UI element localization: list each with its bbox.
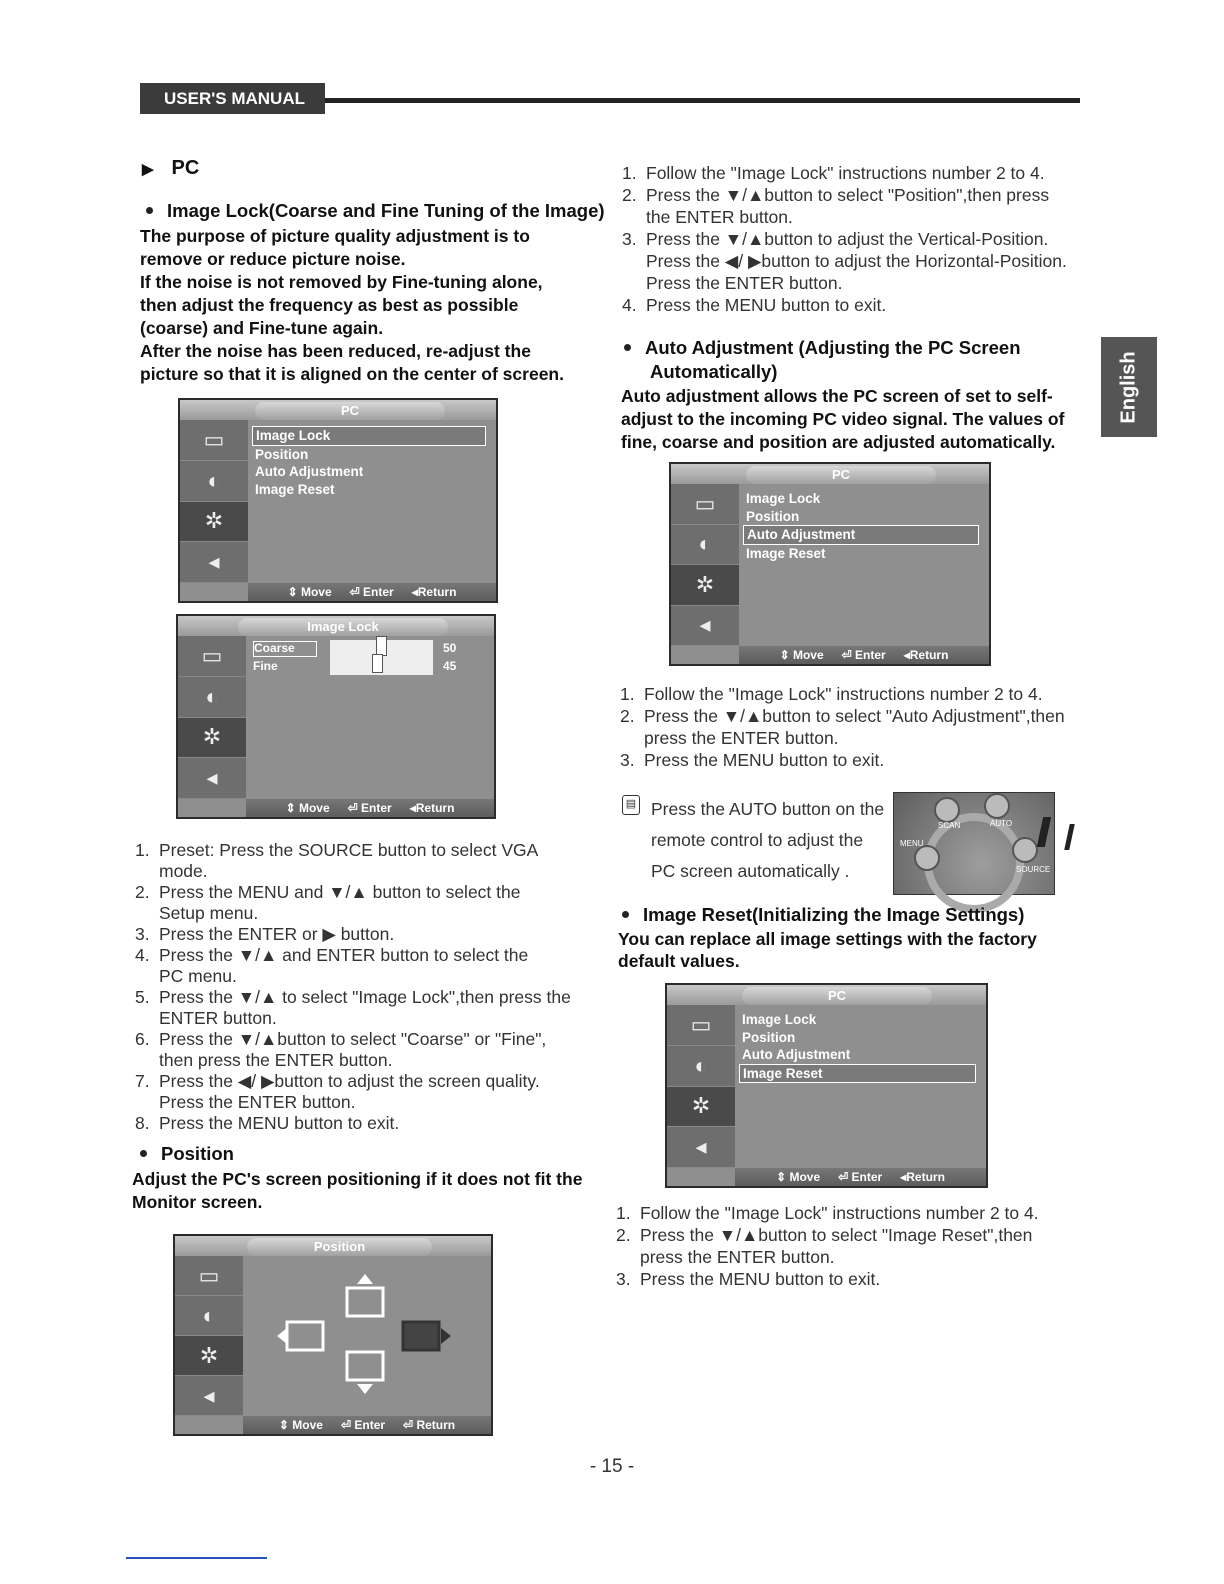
osd-enter: ⏎ Enter xyxy=(838,1170,883,1184)
osd-move: ⇕ Move xyxy=(285,801,330,815)
bullet-icon xyxy=(624,344,631,351)
page-number: - 15 - xyxy=(589,1456,635,1477)
osd-move: ⇕ Move xyxy=(287,585,332,599)
setup-gear-icon: ✲ xyxy=(671,565,739,606)
remote-button-icon xyxy=(984,793,1010,819)
remote-button-icon xyxy=(934,797,960,823)
osd-item: Position xyxy=(742,1029,796,1045)
input-icon: ◂ xyxy=(175,1376,243,1416)
osd-item: Image Lock xyxy=(252,426,486,446)
step: 8. Press the MENU button to exit. xyxy=(135,1113,400,1133)
osd-enter: ⏎ Enter xyxy=(349,585,394,599)
section-pc xyxy=(142,156,199,182)
body-line: fine, coarse and position are adjusted automatically. xyxy=(621,432,1056,452)
osd-item: Image Reset xyxy=(739,1064,976,1084)
auto-note xyxy=(651,794,884,887)
input-icon: ◂ xyxy=(180,542,248,583)
osd-return: ⏎ Return xyxy=(403,1418,456,1432)
sound-icon: ◐ xyxy=(178,677,246,718)
step: 7. Press the ◀/ ▶button to adjust the screen quality. Press the ENTER button. xyxy=(135,1071,540,1112)
image-reset-steps xyxy=(616,1202,1086,1290)
body-line: The purpose of picture quality adjustment is to xyxy=(140,226,530,246)
step: 2. Press the ▼/▲button to select "Image Reset",then press the ENTER button. xyxy=(616,1225,1033,1267)
image-reset-body xyxy=(618,928,1037,972)
osd-move: ⇕ Move xyxy=(779,648,824,662)
language-label: English xyxy=(1117,350,1140,424)
step: 1. Follow the "Image Lock" instructions number 2 to 4. xyxy=(620,684,1043,704)
image-lock-steps xyxy=(135,840,595,1134)
auto-adjustment-body xyxy=(621,385,1064,454)
note-icon: ▤ xyxy=(622,795,640,815)
fine-label: Fine xyxy=(253,658,278,673)
position-heading-text: Position xyxy=(161,1143,234,1164)
auto-adjustment-heading xyxy=(624,336,1021,384)
step: 3. Press the MENU button to exit. xyxy=(620,750,885,770)
header-rule xyxy=(325,98,1080,103)
coarse-slider xyxy=(327,640,456,658)
step: 3. Press the MENU button to exit. xyxy=(616,1269,881,1289)
body-line: If the noise is not removed by Fine-tuning alone, xyxy=(140,272,543,292)
osd-item: Position xyxy=(255,446,309,462)
osd-title: Position xyxy=(247,1238,432,1256)
step: 1. Preset: Press the SOURCE button to select VGA mode. xyxy=(135,840,539,881)
sound-icon: ◐ xyxy=(175,1296,243,1336)
remote-source-label: SOURCE xyxy=(1016,865,1051,874)
remote-control-image xyxy=(893,792,1055,895)
picture-icon: ▭ xyxy=(180,420,248,461)
remote-scan-label: SCAN xyxy=(938,821,961,830)
position-heading xyxy=(140,1142,234,1166)
manual-header-tab: USER'S MANUAL xyxy=(140,83,325,114)
sound-icon: ◐ xyxy=(180,461,248,502)
picture-icon: ▭ xyxy=(175,1256,243,1296)
sound-icon: ◐ xyxy=(667,1046,735,1087)
osd-return: ◂Return xyxy=(900,1170,945,1184)
osd-item: Position xyxy=(746,508,800,524)
input-icon: ◂ xyxy=(671,606,739,647)
step: 1. Follow the "Image Lock" instructions number 2 to 4. xyxy=(622,163,1045,183)
osd-auto-adjustment xyxy=(669,462,991,666)
picture-icon: ▭ xyxy=(178,636,246,677)
note-line: Press the AUTO button on the xyxy=(651,799,885,819)
auto-heading-line: Auto Adjustment (Adjusting the PC Screen xyxy=(645,337,1021,358)
remote-source-button-icon xyxy=(1012,837,1038,863)
osd-return: ◂Return xyxy=(903,648,949,662)
position-arrows-graphic xyxy=(275,1266,475,1416)
footer-rule xyxy=(126,1557,267,1559)
osd-nav-bar xyxy=(248,583,496,601)
osd-image-reset xyxy=(665,983,988,1188)
body-line: remove or reduce picture noise. xyxy=(140,249,406,269)
body-line: picture so that it is aligned on the center of screen. xyxy=(140,364,564,384)
osd-image-lock xyxy=(176,614,496,819)
osd-item: Image Lock xyxy=(742,1012,817,1027)
image-reset-heading-text: Image Reset(Initializing the Image Settings) xyxy=(643,904,1025,925)
osd-enter: ⏎ Enter xyxy=(841,648,886,662)
body-line: (coarse) and Fine-tune again. xyxy=(140,318,384,338)
bullet-icon xyxy=(146,207,153,214)
osd-move: ⇕ Move xyxy=(776,1170,821,1184)
osd-move: ⇕ Move xyxy=(278,1418,323,1432)
body-line: Monitor screen. xyxy=(132,1192,263,1212)
bullet-icon xyxy=(140,1150,147,1157)
step: 3. Press the ▼/▲button to adjust the Vertical-Position. Press the ◀/ ▶button to adjust the Horizontal-Position. Press the ENTER button. xyxy=(622,229,1067,293)
image-lock-heading-text: Image Lock(Coarse and Fine Tuning of the Image) xyxy=(167,200,605,221)
image-lock-heading xyxy=(146,199,605,223)
step: 4. Press the MENU button to exit. xyxy=(622,295,887,315)
body-line: default values. xyxy=(618,951,740,971)
osd-return: ◂Return xyxy=(409,801,455,815)
setup-gear-icon: ✲ xyxy=(667,1087,735,1128)
bullet-icon xyxy=(622,911,629,918)
coarse-label: Coarse xyxy=(253,641,317,657)
osd-enter: ⏎ Enter xyxy=(340,1418,386,1432)
body-line: After the noise has been reduced, re-adjust the xyxy=(140,341,531,361)
position-body xyxy=(132,1168,582,1214)
osd-return: ◂Return xyxy=(411,585,457,599)
osd-item: Auto Adjustment xyxy=(255,464,364,479)
step: 2. Press the ▼/▲button to select "Position",then press the ENTER button. xyxy=(622,185,1050,227)
sound-icon: ◐ xyxy=(671,525,739,566)
picture-icon: ▭ xyxy=(671,484,739,525)
language-tab xyxy=(1101,337,1157,437)
osd-nav-bar xyxy=(735,1168,986,1186)
step: 6. Press the ▼/▲button to select "Coarse" or "Fine", then press the ENTER button. xyxy=(135,1029,547,1070)
note-line: PC screen automatically . xyxy=(651,861,850,881)
input-icon: ◂ xyxy=(178,758,246,799)
osd-position xyxy=(173,1234,493,1436)
osd-nav-bar xyxy=(246,799,494,817)
body-line: You can replace all image settings with the factory xyxy=(618,929,1037,949)
osd-item: Image Reset xyxy=(746,545,826,561)
fine-row xyxy=(250,658,484,676)
step: 4. Press the ▼/▲ and ENTER button to select the PC menu. xyxy=(135,945,529,986)
auto-heading-line: Automatically) xyxy=(650,361,778,382)
step: 2. Press the ▼/▲button to select "Auto Adjustment",then press the ENTER button. xyxy=(620,706,1065,748)
section-pc-title: PC xyxy=(171,157,200,179)
position-steps xyxy=(622,162,1092,316)
play-arrow-icon: ▶ xyxy=(142,161,154,178)
fine-slider xyxy=(327,658,456,676)
osd-item: Image Reset xyxy=(255,481,335,497)
auto-steps xyxy=(620,683,1090,771)
setup-gear-icon: ✲ xyxy=(175,1336,243,1376)
input-icon: ◂ xyxy=(667,1127,735,1168)
osd-pc-menu xyxy=(178,398,498,603)
osd-title: PC xyxy=(742,987,932,1005)
image-lock-body xyxy=(140,225,564,386)
body-line: adjust to the incoming PC video signal. The values of xyxy=(621,409,1065,429)
step: 2. Press the MENU and ▼/▲ button to select the Setup menu. xyxy=(135,882,521,923)
coarse-value: 50 xyxy=(443,641,457,656)
step: 5. Press the ▼/▲ to select "Image Lock",then press the ENTER button. xyxy=(135,987,571,1028)
coarse-row xyxy=(250,640,484,658)
setup-gear-icon: ✲ xyxy=(178,718,246,759)
pointer-mark-icon xyxy=(1064,824,1075,850)
step: 1. Follow the "Image Lock" instructions number 2 to 4. xyxy=(616,1203,1039,1223)
body-line: Auto adjustment allows the PC screen of set to self- xyxy=(621,386,1053,406)
remote-menu-button-icon xyxy=(914,845,940,871)
osd-title: PC xyxy=(746,466,936,484)
osd-enter: ⏎ Enter xyxy=(347,801,392,815)
image-reset-heading xyxy=(622,903,1024,927)
step: 3. Press the ENTER or ▶ button. xyxy=(135,924,395,944)
note-line: remote control to adjust the xyxy=(651,830,864,850)
remote-menu-label: MENU xyxy=(900,839,924,848)
osd-nav-bar xyxy=(243,1416,491,1434)
body-line: then adjust the frequency as best as possible xyxy=(140,295,519,315)
picture-icon: ▭ xyxy=(667,1005,735,1046)
osd-item: Auto Adjustment xyxy=(743,525,979,545)
remote-auto-label: AUTO xyxy=(990,819,1013,828)
osd-nav-bar xyxy=(739,646,989,664)
setup-gear-icon: ✲ xyxy=(180,502,248,543)
body-line: Adjust the PC's screen positioning if it does not fit the xyxy=(132,1169,583,1189)
osd-title: PC xyxy=(255,402,445,420)
fine-value: 45 xyxy=(443,658,457,673)
osd-title: Image Lock xyxy=(238,618,448,636)
osd-item: Auto Adjustment xyxy=(742,1047,851,1062)
osd-item: Image Lock xyxy=(746,491,821,506)
